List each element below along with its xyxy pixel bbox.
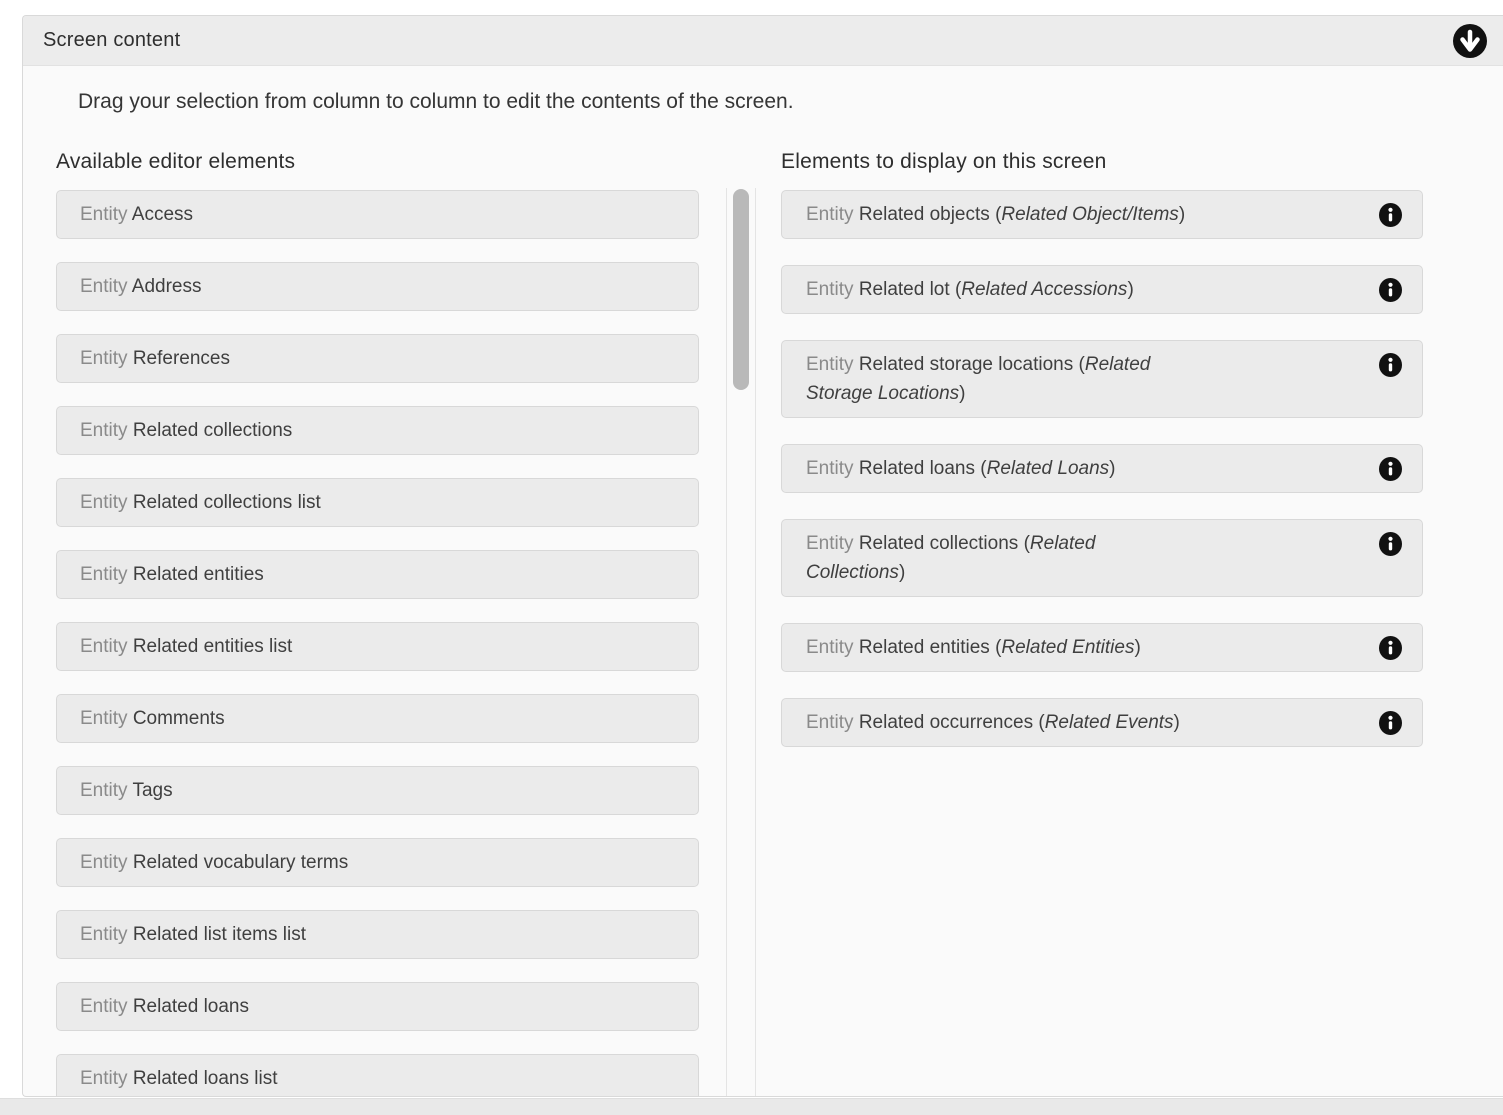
element-label: Entity Related entities (Related Entities) — [806, 637, 1141, 658]
available-elements-list — [56, 190, 699, 1097]
available-element-item[interactable] — [56, 406, 699, 455]
panel-title: Screen content — [43, 29, 181, 51]
element-label: Entity Related entities list — [80, 636, 293, 657]
circle-down-arrow-icon — [1453, 24, 1487, 58]
element-alias: (Related Entities) — [995, 637, 1141, 658]
available-element-item[interactable] — [56, 766, 699, 815]
screen-element-item[interactable] — [781, 340, 1423, 418]
element-label: Entity Related loans (Related Loans) — [806, 458, 1116, 479]
element-label: Entity Related entities — [80, 564, 264, 585]
element-alias: (Related Storage Locations) — [806, 354, 1151, 404]
info-button[interactable] — [1379, 457, 1402, 481]
element-label: Entity References — [80, 348, 230, 369]
available-element-item[interactable] — [56, 190, 699, 239]
element-alias: (Related Loans) — [980, 458, 1116, 479]
screen-element-item[interactable] — [781, 190, 1423, 239]
info-icon — [1379, 353, 1402, 377]
scrollbar-thumb[interactable] — [733, 189, 749, 390]
element-alias: (Related Object/Items) — [995, 204, 1186, 225]
info-button[interactable] — [1379, 278, 1402, 302]
available-element-item[interactable] — [56, 478, 699, 527]
element-label: Entity Tags — [80, 780, 173, 801]
collapse-button[interactable] — [1453, 24, 1487, 58]
info-button[interactable] — [1379, 203, 1402, 227]
element-alias: (Related Accessions) — [954, 279, 1134, 300]
available-element-item[interactable] — [56, 982, 699, 1031]
available-elements-heading: Available editor elements — [56, 150, 296, 173]
info-button[interactable] — [1379, 532, 1402, 556]
element-label: Entity Related lot (Related Accessions) — [806, 279, 1134, 300]
element-label: Entity Related collections (Related Collections) — [806, 533, 1096, 583]
drag-instruction: Drag your selection from column to column to edit the contents of the screen. — [78, 90, 794, 113]
info-icon — [1379, 711, 1402, 735]
element-label: Entity Related collections list — [80, 492, 321, 513]
info-button[interactable] — [1379, 636, 1402, 660]
element-label: Entity Related objects (Related Object/Items) — [806, 204, 1186, 225]
element-alias: (Related Events) — [1038, 712, 1180, 733]
drag-columns — [56, 150, 1503, 1096]
available-element-item[interactable] — [56, 910, 699, 959]
scrollbar-track[interactable] — [726, 188, 756, 1096]
screen-element-item[interactable] — [781, 444, 1423, 493]
element-label: Entity Related occurrences (Related Events) — [806, 712, 1180, 733]
screen-element-item[interactable] — [781, 265, 1423, 314]
selected-elements-column — [781, 150, 1423, 1096]
selected-elements-heading: Elements to display on this screen — [781, 150, 1107, 173]
element-label: Entity Access — [80, 204, 194, 225]
element-label: Entity Related collections — [80, 420, 293, 441]
info-icon — [1379, 203, 1402, 227]
available-elements-column — [56, 150, 699, 1096]
element-label: Entity Address — [80, 276, 202, 297]
info-icon — [1379, 278, 1402, 302]
bottom-band — [0, 1098, 1503, 1115]
element-label: Entity Related loans — [80, 996, 250, 1017]
info-button[interactable] — [1379, 711, 1402, 735]
element-label: Entity Related vocabulary terms — [80, 852, 349, 873]
selected-elements-list — [781, 190, 1423, 773]
panel-body — [23, 66, 1503, 1096]
screen-content-panel — [22, 15, 1503, 1097]
screen-element-item[interactable] — [781, 698, 1423, 747]
available-element-item[interactable] — [56, 694, 699, 743]
available-element-item[interactable] — [56, 1054, 699, 1097]
available-element-item[interactable] — [56, 550, 699, 599]
panel-header — [23, 16, 1503, 66]
element-label: Entity Related list items list — [80, 924, 306, 945]
available-element-item[interactable] — [56, 838, 699, 887]
screen-element-item[interactable] — [781, 519, 1423, 597]
info-icon — [1379, 532, 1402, 556]
available-element-item[interactable] — [56, 622, 699, 671]
info-button[interactable] — [1379, 353, 1402, 377]
element-label: Entity Related loans list — [80, 1068, 278, 1089]
info-icon — [1379, 457, 1402, 481]
available-element-item[interactable] — [56, 262, 699, 311]
available-element-item[interactable] — [56, 334, 699, 383]
element-alias: (Related Collections) — [806, 533, 1096, 583]
element-label: Entity Comments — [80, 708, 225, 729]
info-icon — [1379, 636, 1402, 660]
element-label: Entity Related storage locations (Related Storage Locations) — [806, 354, 1151, 404]
screen-element-item[interactable] — [781, 623, 1423, 672]
